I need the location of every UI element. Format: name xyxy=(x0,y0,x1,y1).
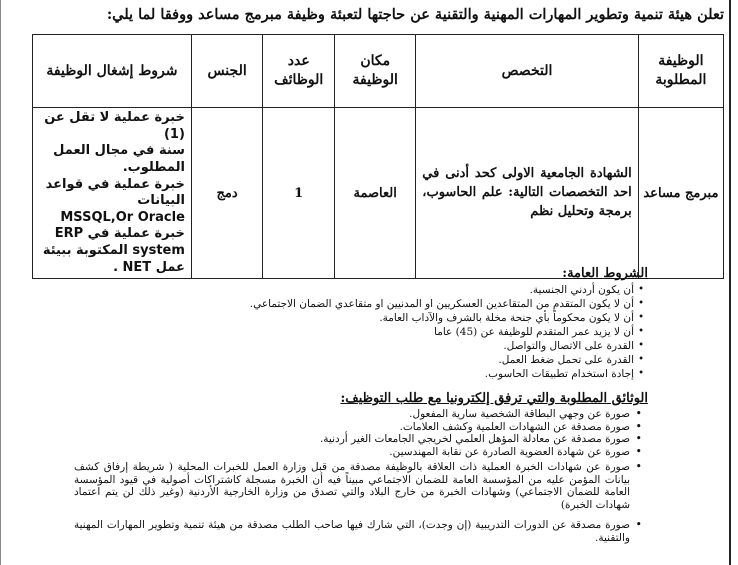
requirement-line: system المكتوبة ببيئة xyxy=(42,243,185,258)
list-item: • صورة مصدقة عن معادلة المؤهل العلمي لخريجي الجامعات الغير أردنية. xyxy=(74,433,644,446)
requirement-line: خبرة عملية في قواعد البيانات xyxy=(45,176,185,209)
cell-requirements xyxy=(33,108,192,279)
list-item: • صورة عن شهادات الخبرة العملية ذات العلاقة بالوظيفة مصدقة من قبل وزارة العمل للخبرات المحلية ( شريطة إرفاق كشف بيانات المؤمن عليه من المؤسسة العامة للضمان الاجتماعي مبيناً فيه أن الخبرة مسجلة كاشتراكات أصولية في قيود المؤسسة العامة للضمان الاجتماعي) وشهادات الخبرة من خارج البلاد والتي تصدق من وزارة الخارجية الأردنية (وغير ذلك لن يتم اعتماد شهادات الخبرة) xyxy=(74,461,644,511)
header-specialization: التخصص xyxy=(416,35,638,108)
job-table xyxy=(32,34,724,279)
list-item: • أن يكون أردني الجنسية. xyxy=(250,283,644,297)
table-row xyxy=(33,108,724,279)
cell-gender: دمج xyxy=(191,108,262,279)
table-header-row xyxy=(33,35,724,108)
requirement-line: عمل NET . xyxy=(113,259,185,275)
general-conditions-list xyxy=(250,283,644,381)
header-job: الوظيفة المطلوبة xyxy=(638,35,723,108)
header-location: مكان الوظيفة xyxy=(335,35,416,108)
list-item: • أن لا يكون محكوماً بأي جنحة مخلة بالشرف والآداب العامة. xyxy=(250,311,644,325)
list-item: • القدرة على الاتصال والتواصل. xyxy=(250,339,644,353)
cell-job: مبرمج مساعد xyxy=(638,108,723,279)
cell-location: العاصمة xyxy=(335,108,416,279)
list-item: • صورة مصدقة عن الدورات التدريبية (إن وجدت)، التي شارك فيها صاحب الطلب مصدقة من هيئة تنمية وتطوير المهارات المهنية والتقنية. xyxy=(74,519,644,544)
list-item: • أن لا يزيد عمر المتقدم للوظيفة عن (45) عاما xyxy=(250,325,644,339)
list-item: • صورة عن وجهي البطاقة الشخصية سارية المفعول. xyxy=(74,408,644,421)
announcement-intro: تعلن هيئة تنمية وتطوير المهارات المهنية والتقنية عن حاجتها لتعبئة وظيفة مبرمج مساعد ووفقا لما يلي: xyxy=(106,6,724,23)
header-requirements: شروط إشغال الوظيفة xyxy=(33,35,192,108)
cell-specialization: الشهادة الجامعية الاولى كحد أدنى في احد التخصصات التالية: علم الحاسوب، برمجة وتحليل نظم xyxy=(416,108,638,279)
requirement-line: سنة في مجال العمل المطلوب. xyxy=(53,143,185,175)
general-conditions-title: الشروط العامة: xyxy=(562,266,648,281)
cell-count: 1 xyxy=(263,108,335,279)
documents-title: الوثائق المطلوبة والتي ترفق إلكترونيا مع طلب التوظيف: xyxy=(340,391,648,406)
header-count: عدد الوظائف xyxy=(263,35,335,108)
list-item: • إجادة استخدام تطبيقات الحاسوب. xyxy=(250,367,644,381)
list-item: • صورة مصدقة عن الشهادات العلمية وكشف العلامات. xyxy=(74,421,644,434)
header-gender: الجنس xyxy=(191,35,262,108)
requirement-line: خبرة عملية لا تقل عن (1) xyxy=(44,110,185,142)
requirement-line: خبرة عملية في ERP xyxy=(54,226,185,242)
list-item: • صورة عن شهادة العضوية الصادرة عن نقابة المهندسين. xyxy=(74,446,644,459)
documents-list xyxy=(74,408,644,544)
list-item: • أن لا يكون المتقدم من المتقاعدين العسكريين او المدنيين او متقاعدي الضمان الاجتماعي. xyxy=(250,297,644,311)
requirement-line: MSSQL,Or Oracle xyxy=(60,209,185,225)
list-item: • القدرة على تحمل ضغط العمل. xyxy=(250,353,644,367)
